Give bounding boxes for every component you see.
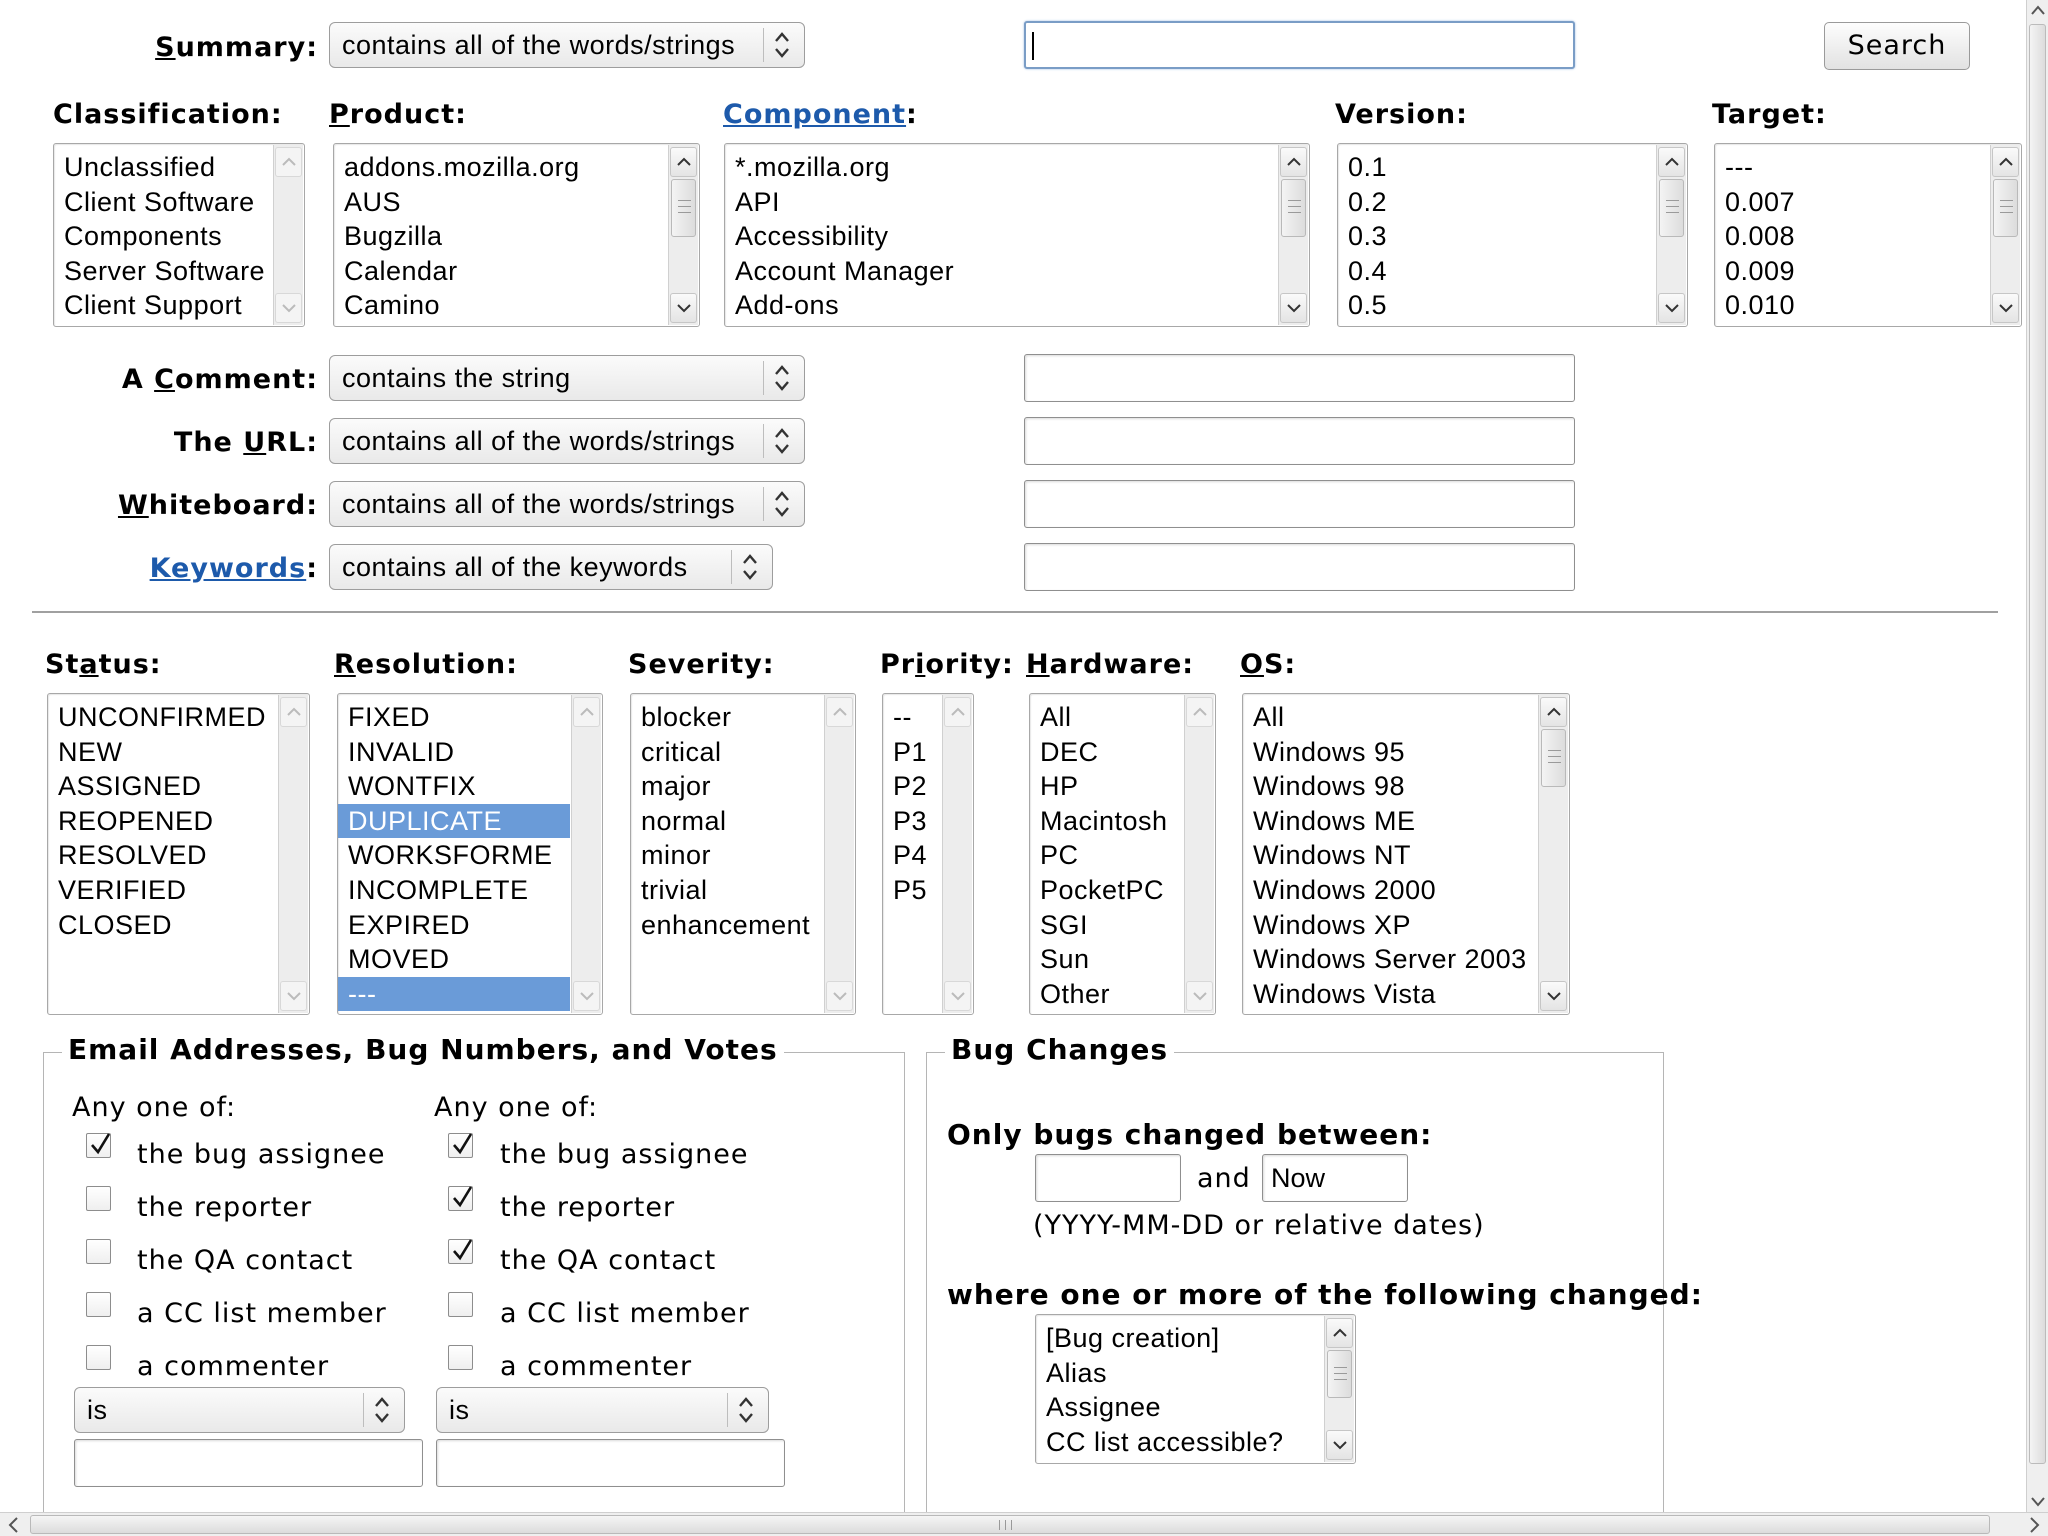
severity-option[interactable]: major [641, 771, 712, 802]
resolution-option[interactable]: WORKSFORME [348, 840, 553, 871]
os-option[interactable]: All [1253, 702, 1285, 732]
status-option[interactable]: NEW [58, 736, 123, 767]
email-col2-checkbox[interactable] [448, 1292, 473, 1317]
email-col2-option-label: the QA contact [500, 1245, 717, 1276]
target-option[interactable]: 0.010 [1725, 290, 1796, 321]
summary-label: Summary: [155, 32, 318, 63]
resolution-option[interactable]: EXPIRED [348, 909, 471, 940]
classification-option[interactable]: Unclassified [64, 152, 216, 182]
version-option[interactable]: 0.1 [1348, 152, 1388, 182]
status-option[interactable]: REOPENED [58, 805, 214, 836]
classification-option[interactable]: Client Support [64, 290, 243, 321]
page-horizontal-scrollbar[interactable] [0, 1512, 2048, 1536]
listbox-scrollbar[interactable] [824, 695, 854, 1013]
priority-option[interactable]: P4 [893, 840, 928, 871]
component-option[interactable]: API [735, 186, 781, 217]
target-listbox[interactable] [1714, 143, 2022, 327]
whiteboard-operator-select[interactable]: contains all of the words/strings [329, 481, 805, 527]
email-col1-checkbox[interactable] [86, 1239, 111, 1264]
version-listbox[interactable] [1337, 143, 1688, 327]
fields-changed-label: where one or more of the following changed: [947, 1278, 1703, 1311]
search-button[interactable]: Search [1824, 22, 1970, 70]
keywords-help-link[interactable]: Keywords [149, 553, 307, 584]
email-col1-option-label: a CC list member [137, 1298, 387, 1329]
component-option[interactable]: Accessibility [735, 221, 889, 252]
listbox-scrollbar[interactable] [1990, 145, 2020, 325]
changed-field-option[interactable]: [Bug creation] [1046, 1323, 1220, 1353]
listbox-scrollbar[interactable] [1538, 695, 1568, 1013]
os-listbox[interactable] [1242, 693, 1570, 1015]
changed-field-option[interactable]: Alias [1046, 1357, 1108, 1388]
priority-option[interactable]: P3 [893, 805, 928, 836]
email-col2-option-label: the reporter [500, 1192, 676, 1223]
resolution-listbox[interactable] [337, 693, 603, 1015]
status-label: Status: [45, 649, 162, 680]
checkmark-icon [451, 1131, 473, 1157]
hardware-option[interactable]: DEC [1040, 736, 1099, 767]
component-listbox[interactable] [724, 143, 1310, 327]
component-option[interactable]: Add-ons [735, 290, 840, 321]
updown-arrows-icon [770, 419, 794, 463]
hardware-option[interactable]: Macintosh [1040, 805, 1168, 836]
email-col1-option-label: the bug assignee [137, 1139, 386, 1170]
status-option[interactable]: UNCONFIRMED [58, 702, 266, 732]
updown-arrows-icon [738, 545, 762, 589]
changed-from-input[interactable] [1035, 1154, 1181, 1202]
listbox-scrollbar[interactable] [1278, 145, 1308, 325]
listbox-scrollbar[interactable] [668, 145, 698, 325]
severity-option[interactable]: enhancement [641, 909, 811, 940]
email-col2-checkbox[interactable] [448, 1186, 473, 1211]
summary-operator-select[interactable] [329, 22, 805, 68]
os-option[interactable]: Windows 98 [1253, 771, 1406, 802]
listbox-scrollbar[interactable] [1324, 1316, 1354, 1462]
classification-listbox[interactable] [53, 143, 305, 327]
component-option[interactable]: *.mozilla.org [735, 152, 891, 182]
updown-arrows-icon [770, 482, 794, 526]
email-col2-option-label: a commenter [500, 1351, 693, 1382]
product-option[interactable]: addons.mozilla.org [344, 152, 580, 182]
section-divider [32, 611, 1998, 613]
classification-label: Classification: [53, 99, 283, 130]
target-option[interactable]: 0.009 [1725, 255, 1796, 286]
checkmark-icon [451, 1184, 473, 1210]
horizontal-scroll-thumb[interactable] [30, 1515, 1990, 1534]
status-option[interactable]: ASSIGNED [58, 771, 202, 802]
component-help-link[interactable]: Component [723, 99, 907, 130]
url-operator-select[interactable]: contains all of the words/strings [329, 418, 805, 464]
text-caret [1032, 32, 1034, 60]
classification-option[interactable]: Server Software [64, 255, 266, 286]
os-option[interactable]: Windows 2000 [1253, 874, 1437, 905]
os-label: OS: [1240, 649, 1297, 680]
version-option[interactable]: 0.2 [1348, 186, 1388, 217]
listbox-scrollbar[interactable] [1184, 695, 1214, 1013]
hardware-option[interactable]: All [1040, 702, 1072, 732]
email-col1-option-label: a commenter [137, 1351, 330, 1382]
os-option[interactable]: Windows NT [1253, 840, 1412, 871]
hardware-label: Hardware: [1026, 649, 1195, 680]
os-option[interactable]: Windows Server 2003 [1253, 944, 1527, 975]
listbox-scrollbar[interactable] [942, 695, 972, 1013]
email-col1-checkbox[interactable] [86, 1133, 111, 1158]
severity-listbox[interactable] [630, 693, 856, 1015]
version-label: Version: [1335, 99, 1468, 130]
resolution-option[interactable]: WONTFIX [348, 771, 476, 802]
resolution-option[interactable]: DUPLICATE [338, 804, 570, 839]
date-format-hint: (YYYY-MM-DD or relative dates) [1033, 1210, 1485, 1241]
updown-arrows-icon [770, 356, 794, 400]
changed-field-option[interactable]: CC list accessible? [1046, 1426, 1284, 1457]
summary-operator-value: contains all of the words/strings [342, 30, 736, 60]
priority-option[interactable]: P5 [893, 874, 928, 905]
os-option[interactable]: Windows ME [1253, 805, 1416, 836]
url-input[interactable] [1024, 417, 1575, 465]
resolution-option[interactable]: --- [338, 977, 570, 1012]
priority-option[interactable]: P1 [893, 736, 928, 767]
changed-field-option[interactable]: Assignee [1046, 1392, 1162, 1423]
severity-option[interactable]: normal [641, 805, 727, 836]
email-col1-checkbox[interactable] [86, 1292, 111, 1317]
hardware-option[interactable]: Other [1040, 978, 1111, 1009]
product-option[interactable]: AUS [344, 186, 402, 217]
component-label: Component: [723, 99, 918, 130]
resolution-option[interactable]: INVALID [348, 736, 455, 767]
bug-changes-legend: Bug Changes [945, 1033, 1174, 1066]
hardware-option[interactable]: PocketPC [1040, 874, 1165, 905]
os-option[interactable]: Windows Vista [1253, 978, 1437, 1009]
updown-arrows-icon [734, 1388, 758, 1432]
email-col2-input[interactable] [436, 1439, 785, 1487]
scroll-down-arrow-icon[interactable] [2027, 1490, 2048, 1512]
os-option[interactable]: Windows 95 [1253, 736, 1406, 767]
url-label: The URL: [173, 427, 318, 458]
target-label: Target: [1712, 99, 1827, 130]
version-option[interactable]: 0.4 [1348, 255, 1388, 286]
severity-label: Severity: [628, 649, 775, 680]
and-label: and [1197, 1163, 1251, 1194]
comment-label: A Comment: [121, 364, 318, 395]
product-option[interactable]: Bugzilla [344, 221, 443, 252]
resolution-option[interactable]: MOVED [348, 944, 450, 975]
scroll-up-arrow-icon[interactable] [2027, 0, 2048, 22]
comment-operator-select[interactable]: contains the string [329, 355, 805, 401]
email-col2-heading: Any one of: [434, 1092, 599, 1123]
resolution-option[interactable]: FIXED [348, 702, 431, 732]
status-option[interactable]: VERIFIED [58, 874, 187, 905]
email-col1-heading: Any one of: [72, 1092, 237, 1123]
resolution-option[interactable]: INCOMPLETE [348, 874, 529, 905]
keywords-label: Keywords: [149, 553, 318, 584]
status-option[interactable]: CLOSED [58, 909, 173, 940]
hardware-option[interactable]: SGI [1040, 909, 1089, 940]
listbox-scrollbar[interactable] [273, 145, 303, 325]
status-option[interactable]: RESOLVED [58, 840, 208, 871]
priority-label: Priority: [880, 649, 1014, 680]
hardware-option[interactable]: PC [1040, 840, 1079, 871]
product-option[interactable]: Camino [344, 290, 441, 321]
updown-arrows-icon [370, 1388, 394, 1432]
checkmark-icon [89, 1131, 111, 1157]
changed-between-label: Only bugs changed between: [947, 1118, 1433, 1151]
hardware-option[interactable]: HP [1040, 771, 1079, 802]
priority-listbox[interactable] [882, 693, 974, 1015]
keywords-operator-select[interactable]: contains all of the keywords [329, 544, 773, 590]
priority-option[interactable]: P2 [893, 771, 928, 802]
product-listbox[interactable] [333, 143, 700, 327]
hardware-option[interactable]: Sun [1040, 944, 1090, 975]
vertical-scroll-thumb[interactable] [2029, 24, 2046, 1464]
email-legend: Email Addresses, Bug Numbers, and Votes [62, 1033, 784, 1066]
summary-input[interactable] [1024, 21, 1575, 69]
page-vertical-scrollbar[interactable] [2026, 0, 2048, 1512]
scroll-right-arrow-icon[interactable] [2022, 1513, 2046, 1536]
severity-option[interactable]: blocker [641, 702, 732, 732]
version-option[interactable]: 0.5 [1348, 290, 1388, 321]
keywords-input[interactable] [1024, 543, 1575, 591]
email-col1-input[interactable] [74, 1439, 423, 1487]
resolution-label: Resolution: [334, 649, 518, 680]
changed-to-input[interactable]: Now [1262, 1154, 1408, 1202]
email-col1-checkbox[interactable] [86, 1186, 111, 1211]
changed-fields-listbox[interactable] [1035, 1314, 1356, 1464]
hardware-listbox[interactable] [1029, 693, 1216, 1015]
status-listbox[interactable] [47, 693, 310, 1015]
classification-option[interactable]: Client Software [64, 186, 255, 217]
updown-arrows-icon [770, 23, 794, 67]
target-option[interactable]: --- [1725, 152, 1754, 182]
severity-option[interactable]: minor [641, 840, 712, 871]
listbox-scrollbar[interactable] [1656, 145, 1686, 325]
classification-option[interactable]: Components [64, 221, 223, 252]
checkmark-icon [451, 1237, 473, 1263]
email-col2-checkbox[interactable] [448, 1239, 473, 1264]
scroll-left-arrow-icon[interactable] [2, 1513, 26, 1536]
email-col2-checkbox[interactable] [448, 1345, 473, 1370]
email-col2-operator-select[interactable]: is [436, 1387, 769, 1433]
whiteboard-input[interactable] [1024, 480, 1575, 528]
version-option[interactable]: 0.3 [1348, 221, 1388, 252]
email-col1-option-label: the reporter [137, 1192, 313, 1223]
whiteboard-label: Whiteboard: [117, 490, 318, 521]
target-option[interactable]: 0.008 [1725, 221, 1796, 252]
email-col2-checkbox[interactable] [448, 1133, 473, 1158]
email-col1-option-label: the QA contact [137, 1245, 354, 1276]
os-option[interactable]: Windows XP [1253, 909, 1412, 940]
email-col1-checkbox[interactable] [86, 1345, 111, 1370]
listbox-scrollbar[interactable] [571, 695, 601, 1013]
severity-option[interactable]: trivial [641, 874, 708, 905]
product-label: Product: [329, 99, 467, 130]
email-col2-option-label: a CC list member [500, 1298, 750, 1329]
email-col2-option-label: the bug assignee [500, 1139, 749, 1170]
severity-option[interactable]: critical [641, 736, 722, 767]
product-option[interactable]: Calendar [344, 255, 458, 286]
email-col1-operator-select[interactable]: is [74, 1387, 405, 1433]
comment-input[interactable] [1024, 354, 1575, 402]
priority-option[interactable]: -- [893, 702, 912, 732]
target-option[interactable]: 0.007 [1725, 186, 1796, 217]
listbox-scrollbar[interactable] [278, 695, 308, 1013]
component-option[interactable]: Account Manager [735, 255, 955, 286]
